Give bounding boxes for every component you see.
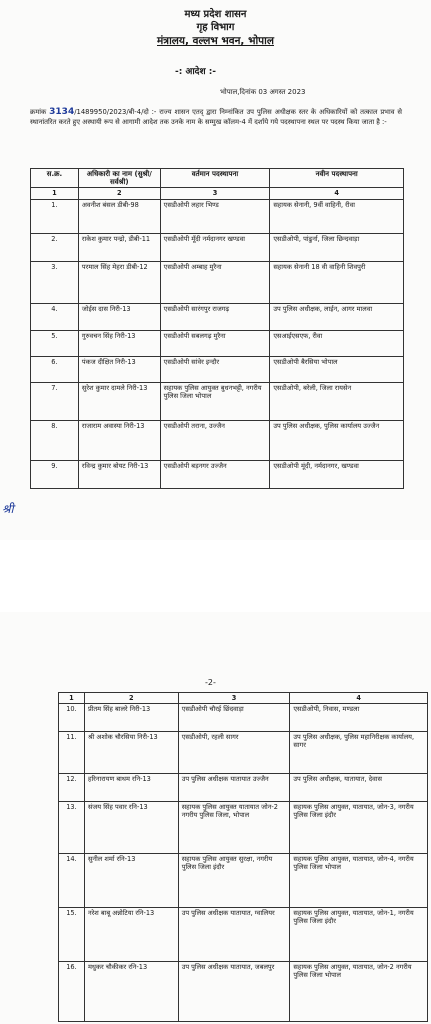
row-new: उप पुलिस अधीक्षक, पुलिस कार्यालय उज्जैन [270,420,404,460]
row-current: एसडीओपी बड़नगर उज्जैन [160,460,270,488]
row-new: उप पुलिस अधीक्षक, यातायात, देवास [290,774,428,802]
table-row [31,261,404,303]
header-department: गृह विभाग [196,22,235,33]
page-number: -2- [205,678,216,687]
col-number: 4 [290,693,428,704]
row-sn: 14. [59,854,85,908]
row-current: एसडीओपी सांवेर इन्दौर [160,356,270,382]
col-number: 2 [78,188,160,199]
row-current: एसडीओपी मूँदी नर्मदानगर खण्डवा [160,233,270,261]
column-number-row [59,693,428,704]
table-row [31,356,404,382]
row-new: एसडीओपी, निवास, मण्डला [290,704,428,732]
transfer-table-1 [30,168,404,489]
row-new: सहायक सेनानी, 9वीं वाहिनी, रीवा [270,199,404,233]
table-header-row [31,169,404,188]
table-row [59,802,428,854]
table-row [31,330,404,356]
row-current: उप पुलिस अधीक्षक यातायात उज्जैन [178,774,290,802]
table-row [59,704,428,732]
col-number: 3 [160,188,270,199]
table-row [59,908,428,962]
row-current: एसडीओपी अम्बाह मुरैना [160,261,270,303]
col-number: 2 [84,693,178,704]
row-current: उप पुलिस अधीक्षक यातायात, जबलपुर [178,962,290,1022]
col-number: 3 [178,693,290,704]
row-new: उप पुलिस अधीक्षक, लाईन, आगर मालवा [270,303,404,330]
row-name: श्री अशोक चौरसिया निरी-13 [84,732,178,774]
col-number: 1 [59,693,85,704]
row-name: रविन्द्र कुमार बोयट निरी-13 [78,460,160,488]
row-sn: 15. [59,908,85,962]
row-new: सहायक पुलिस आयुक्त, यातायात, जोन-1, नगरीय पुलिस जिला इंदौर [290,908,428,962]
row-current: सहायक पुलिस आयुक्त सुरक्षा, नगरीय पुलिस जिला इंदौर [178,854,290,908]
row-sn: 10. [59,704,85,732]
table-row [59,962,428,1022]
row-new: उप पुलिस अधीक्षक, पुलिस महानिरीक्षक कार्यालय, सागर [290,732,428,774]
col-number: 4 [270,188,404,199]
row-new: एसडीओपी, बरेली, जिला रायसेन [270,382,404,420]
row-new: सहायक पुलिस आयुक्त, यातायात, जोन-2 नगरीय पुलिस जिला भोपाल [290,962,428,1022]
row-name: सुरेश कुमार दामले निरी-13 [78,382,160,420]
row-sn: 2. [31,233,79,261]
row-current: सहायक पुलिस आयुक्त यातायात जोन-2 नगरीय पुलिस जिला, भोपाल [178,802,290,854]
row-sn: 9. [31,460,79,488]
order-date: भोपाल,दिनांक 03 अगस्त 2023 [220,88,306,96]
handwritten-initials: श्री [2,502,14,516]
row-new: सहायक पुलिस आयुक्त, यातायात, जोन-4, नगरीय पुलिस जिला भोपाल [290,854,428,908]
row-name: राकेश कुमार पन्द्रो, डीबी-11 [78,233,160,261]
row-name: प्रीतम सिंह बालरे निरी-13 [84,704,178,732]
row-new: एसआईएसएफ, रीवा [270,330,404,356]
row-sn: 1. [31,199,79,233]
order-number: 3134 [49,107,75,117]
row-name: मधुकर चौकीकर रनि-13 [84,962,178,1022]
row-sn: 4. [31,303,79,330]
header-new: नवीन पदस्थापना [270,169,404,188]
table-row [31,233,404,261]
row-name: परमाल सिंह मेहरा डीबी-12 [78,261,160,303]
row-name: नरेश बाबू अन्नोटिया रनि-13 [84,908,178,962]
table-row [31,382,404,420]
row-sn: 7. [31,382,79,420]
transfer-table-2 [58,692,428,1022]
header-address: मंत्रालय, वल्लभ भवन, भोपाल [157,35,274,47]
row-new: एसडीओपी मूंदी, नर्मदानगर, खण्डवा [270,460,404,488]
document-page-2 [0,612,431,1024]
row-sn: 8. [31,420,79,460]
row-current: एसडीओपी सारंगपुर राजगढ़ [160,303,270,330]
row-name: गुरुवचन सिंह निरी-13 [78,330,160,356]
row-name: सुनील शर्मा रनि-13 [84,854,178,908]
row-current: एसडीओपी, रहली सागर [178,732,290,774]
table-row [31,420,404,460]
header-name: अधिकारी का नाम (सुश्री/सर्वश्री) [78,169,160,188]
row-new: एसडीओपी बैरसिया भोपाल [270,356,404,382]
row-name: अवनीश बंसल डीबी-98 [78,199,160,233]
order-number-label: क्रमांक [30,108,47,116]
header-current: वर्तमान पदस्थापना [160,169,270,188]
row-sn: 16. [59,962,85,1022]
row-current: एसडीओपी चौरई छिंदवाड़ा [178,704,290,732]
header-govt: मध्य प्रदेश शासन [184,9,247,20]
row-current: सहायक पुलिस आयुक्त बुधनभट्टी, नगरीय पुलिस जिला भोपाल [160,382,270,420]
row-sn: 3. [31,261,79,303]
column-number-row [31,188,404,199]
row-new: एसडीओपी, पांढुर्ना, जिला छिन्दवाड़ा [270,233,404,261]
row-sn: 6. [31,356,79,382]
table-row [31,199,404,233]
row-current: एसडीओपी लहार भिण्ड [160,199,270,233]
row-current: उप पुलिस अधीक्षक यातायात, ग्वालियर [178,908,290,962]
table-row [59,732,428,774]
table-row [59,774,428,802]
order-paragraph [30,108,402,127]
row-current: एसडीओपी तराना, उज्जैन [160,420,270,460]
row-new: सहायक सेनानी 18 वी वाहिनी शिवपुरी [270,261,404,303]
page-gap [0,540,431,612]
header-sn: स.क्र. [31,169,79,188]
row-sn: 11. [59,732,85,774]
row-new: सहायक पुलिस आयुक्त, यातायात, जोन-3, नगरीय पुलिस जिला इंदौर [290,802,428,854]
row-name: राजाराम अवास्या निरी-13 [78,420,160,460]
table-row [31,460,404,488]
row-name: हरिनारायण बाथम रनि-13 [84,774,178,802]
order-title: -: आदेश :- [175,67,217,77]
table-row [59,854,428,908]
row-name: पंकज दीक्षित निरी-13 [78,356,160,382]
row-sn: 13. [59,802,85,854]
row-sn: 5. [31,330,79,356]
order-body: /1489950/2023/बी-4/दो :- राज्य शासन एतद् द्वारा निम्नांकित उप पुलिस अधीक्षक स्तर के अधिकारियों को तत्काल प्रभाव से स्थानांतरित करते हुए अस्थायी रूप से आगामी आदेश तक उनके नाम के सम्मुख कॉलम-4 में दर्शाये गये पदस्थापना स्थल पर पदस्थ किया जाता है :- [30,108,402,126]
col-number: 1 [31,188,79,199]
table-row [31,303,404,330]
row-name: जोईस दास निरी-13 [78,303,160,330]
row-current: एसडीओपी सबलगढ़ मुरैना [160,330,270,356]
row-sn: 12. [59,774,85,802]
row-name: संजय सिंह पवार रनि-13 [84,802,178,854]
